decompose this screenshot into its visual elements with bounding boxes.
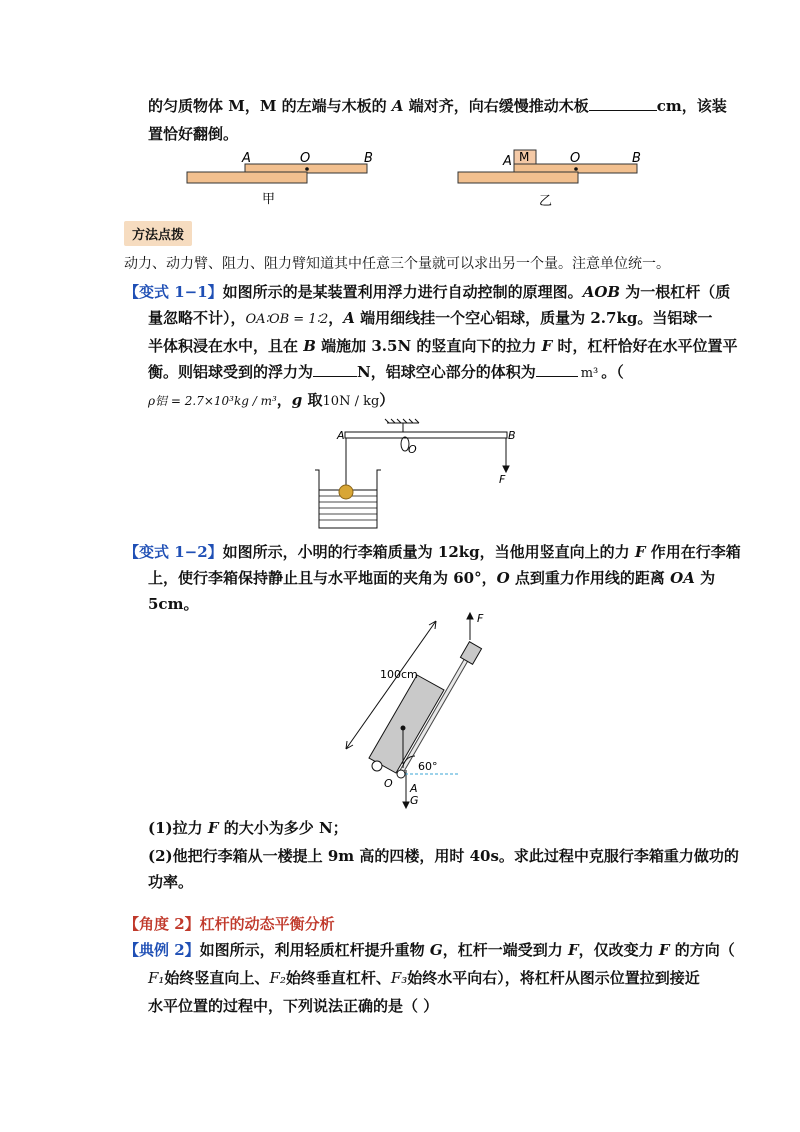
lower-plank: [458, 172, 578, 183]
pivot-wheel: [397, 770, 405, 778]
answer-blank: [589, 110, 657, 111]
method-text: 动力、动力臂、阻力、阻力臂知道其中任意三个量就可以求出另一个量。注意单位统一。: [124, 256, 670, 272]
caption-jia: 甲: [262, 192, 276, 207]
v12-question-2: (2)他把行李箱从一楼提上 9m 高的四楼，用时 40s。求此过程中克服行李箱重力做功的: [148, 847, 739, 865]
v12-label: 【变式 1−2】: [124, 543, 223, 561]
force-f-arrowhead: [467, 613, 473, 619]
v11-line-3: 半体积浸在水中，且在 B 端施加 3.5N 的竖直向下的拉力 F 时，杠杆恰好在水平位置平: [148, 337, 738, 355]
v11-line-4: 衡。则铝球受到的浮力为 N，铝球空心部分的体积为 m³ 。（: [148, 363, 624, 381]
aluminum-ball: [339, 485, 353, 499]
v11-label: 【变式 1−1】: [124, 283, 223, 301]
label-b: B: [508, 429, 516, 442]
angle2-heading: [124, 914, 335, 934]
lower-plank: [187, 172, 307, 183]
label-a: A: [410, 782, 418, 795]
label-b: B: [364, 151, 373, 166]
label-o: O: [384, 777, 393, 790]
label-m: M: [519, 150, 530, 164]
label-b: B: [632, 151, 641, 166]
pivot-dot: [305, 167, 309, 171]
suitcase-figure: [340, 610, 500, 810]
answer-blank: [536, 376, 578, 377]
label-length: 100cm: [380, 668, 418, 681]
label-angle: 60°: [418, 760, 438, 773]
water-lines: [319, 496, 377, 520]
caption-yi: 乙: [539, 194, 553, 209]
ex2-line-3: 水平位置的过程中，下列说法正确的是（ ）: [148, 997, 439, 1015]
ex2-line-1: 【典例 2】如图所示，利用轻质杠杆提升重物 G，杠杆一端受到力 F，仅改变力 F 的方向（: [124, 941, 735, 959]
v12-line-3: 5cm。: [148, 595, 199, 613]
v12-question-1: (1)拉力 F 的大小为多少 N；: [148, 819, 348, 837]
angle2-label: 【角度 2】: [124, 915, 200, 933]
lever-bar: [345, 432, 507, 438]
pivot-dot: [574, 167, 578, 171]
v12-line-1: 【变式 1−2】如图所示，小明的行李箱质量为 12kg，当他用竖直向上的力 F 作用在行李箱: [124, 543, 741, 561]
v11-line-1: 【变式 1−1】如图所示的是某装置利用浮力进行自动控制的原理图。AOB 为一根杠杆（质: [124, 283, 731, 301]
figure-yi: [458, 150, 641, 209]
label-o: O: [300, 151, 311, 166]
ex2-label: 【典例 2】: [124, 941, 200, 959]
intro-line-2: 置恰好翻倒。: [148, 125, 239, 143]
force-arrowhead: [503, 466, 509, 472]
ceiling-hatch: [385, 419, 419, 423]
lever-float-figure: [315, 420, 535, 540]
v11-line-5: ρ铝 = 2.7×10³kg / m³，g 取10N / kg）: [148, 391, 395, 409]
v11-line-2: 量忽略不计），OA∶OB = 1∶2，A 端用细线挂一个空心铝球，质量为 2.7kg。当铝球一: [148, 309, 713, 327]
label-a: A: [337, 429, 345, 442]
figure-jia: [187, 151, 373, 207]
answer-blank: [313, 376, 357, 377]
board-figures: [0, 150, 800, 210]
label-f: F: [499, 473, 506, 486]
label-o: O: [570, 151, 581, 166]
label-f: F: [477, 612, 484, 625]
label-g: G: [410, 794, 419, 807]
method-tag: 方法点拨: [124, 221, 192, 246]
label-o: O: [408, 443, 417, 456]
intro-line-1: 的匀质物体 M，M 的左端与木板的 A 端对齐，向右缓慢推动木板 cm，该装: [148, 97, 727, 115]
wheel: [372, 761, 382, 771]
center-of-gravity: [401, 726, 406, 731]
v12-line-2: 上，使行李箱保持静止且与水平地面的夹角为 60°，O 点到重力作用线的距离 OA 为: [148, 569, 716, 587]
force-g-arrowhead: [403, 802, 409, 808]
angle2-title: 杠杆的动态平衡分析: [199, 915, 335, 933]
label-a: A: [242, 151, 251, 166]
label-a: A: [503, 154, 512, 169]
ex2-line-2: F₁始终竖直向上、F₂始终垂直杠杆、F₃始终水平向右），将杠杆从图示位置拉到接近: [148, 969, 700, 987]
v12-question-2-cont: 功率。: [148, 873, 194, 891]
